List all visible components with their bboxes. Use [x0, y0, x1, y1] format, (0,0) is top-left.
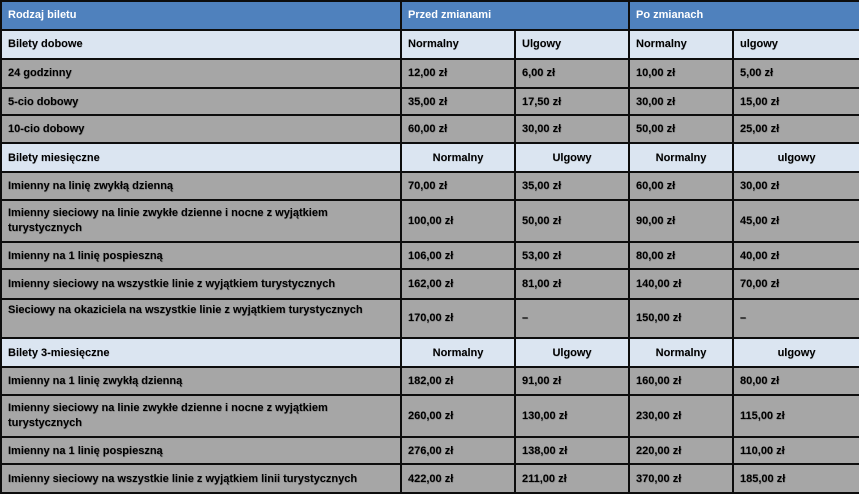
table-row — [1, 172, 859, 200]
price-normal-after: 140,00 zł — [629, 269, 733, 299]
section-header-row — [1, 143, 859, 173]
subheader-normal-after: Normalny — [629, 30, 733, 60]
ticket-name: 5-cio dobowy — [1, 88, 401, 116]
price-reduced-after: 80,00 zł — [733, 367, 859, 395]
price-normal-after: 150,00 zł — [629, 299, 733, 338]
price-reduced-before: 17,50 zł — [515, 88, 629, 116]
price-normal-before: 60,00 zł — [401, 115, 515, 143]
price-normal-after: 80,00 zł — [629, 242, 733, 270]
ticket-name: Imienny sieciowy na wszystkie linie z wyjątkiem linii turystycznych — [1, 464, 401, 493]
table-row — [1, 200, 859, 242]
price-reduced-after: 115,00 zł — [733, 395, 859, 437]
price-reduced-after: 110,00 zł — [733, 437, 859, 465]
table-row — [1, 395, 859, 437]
table-row — [1, 367, 859, 395]
header-before-changes: Przed zmianami — [401, 1, 629, 30]
price-normal-after: 160,00 zł — [629, 367, 733, 395]
price-reduced-before: 138,00 zł — [515, 437, 629, 465]
price-reduced-after: 40,00 zł — [733, 242, 859, 270]
subheader-normal-before: Normalny — [401, 30, 515, 60]
price-normal-after: 220,00 zł — [629, 437, 733, 465]
price-normal-after: 30,00 zł — [629, 88, 733, 116]
table-header-row — [1, 1, 859, 30]
section-header-row — [1, 338, 859, 368]
price-reduced-after: 15,00 zł — [733, 88, 859, 116]
price-normal-before: 162,00 zł — [401, 269, 515, 299]
section-label: Bilety 3-miesięczne — [1, 338, 401, 368]
price-reduced-before: 211,00 zł — [515, 464, 629, 493]
price-normal-before: 35,00 zł — [401, 88, 515, 116]
price-normal-after: 10,00 zł — [629, 59, 733, 88]
subheader-normal-before: Normalny — [401, 143, 515, 173]
price-reduced-before: 6,00 zł — [515, 59, 629, 88]
ticket-name: 10-cio dobowy — [1, 115, 401, 143]
price-normal-before: 12,00 zł — [401, 59, 515, 88]
subheader-reduced-after: ulgowy — [733, 143, 859, 173]
table-row — [1, 59, 859, 88]
price-reduced-before: 91,00 zł — [515, 367, 629, 395]
price-reduced-after: 5,00 zł — [733, 59, 859, 88]
table-row — [1, 464, 859, 493]
header-after-changes: Po zmianach — [629, 1, 859, 30]
subheader-reduced-after: ulgowy — [733, 338, 859, 368]
ticket-name: Sieciowy na okaziciela na wszystkie linie z wyjątkiem turystycznych — [1, 299, 401, 338]
price-reduced-after: 25,00 zł — [733, 115, 859, 143]
price-normal-after: 60,00 zł — [629, 172, 733, 200]
ticket-name: 24 godzinny — [1, 59, 401, 88]
subheader-reduced-before: Ulgowy — [515, 338, 629, 368]
table-row — [1, 242, 859, 270]
section-label: Bilety miesięczne — [1, 143, 401, 173]
price-reduced-before: 35,00 zł — [515, 172, 629, 200]
price-normal-before: 70,00 zł — [401, 172, 515, 200]
subheader-normal-after: Normalny — [629, 338, 733, 368]
price-normal-before: 106,00 zł — [401, 242, 515, 270]
ticket-name: Imienny sieciowy na wszystkie linie z wyjątkiem turystycznych — [1, 269, 401, 299]
subheader-normal-before: Normalny — [401, 338, 515, 368]
price-reduced-before: 130,00 zł — [515, 395, 629, 437]
price-reduced-before: 30,00 zł — [515, 115, 629, 143]
section-label: Bilety dobowe — [1, 30, 401, 60]
price-reduced-after: 185,00 zł — [733, 464, 859, 493]
price-reduced-after: 70,00 zł — [733, 269, 859, 299]
table-row — [1, 437, 859, 465]
price-reduced-before: 50,00 zł — [515, 200, 629, 242]
price-normal-before: 276,00 zł — [401, 437, 515, 465]
price-normal-after: 50,00 zł — [629, 115, 733, 143]
price-normal-after: 90,00 zł — [629, 200, 733, 242]
table-row — [1, 88, 859, 116]
price-reduced-after: 30,00 zł — [733, 172, 859, 200]
price-reduced-before: 81,00 zł — [515, 269, 629, 299]
ticket-name: Imienny na linię zwykłą dzienną — [1, 172, 401, 200]
subheader-normal-after: Normalny — [629, 143, 733, 173]
subheader-reduced-before: Ulgowy — [515, 30, 629, 60]
price-normal-before: 422,00 zł — [401, 464, 515, 493]
table-row — [1, 115, 859, 143]
table-row — [1, 269, 859, 299]
ticket-name: Imienny na 1 linię pospieszną — [1, 437, 401, 465]
ticket-name: Imienny sieciowy na linie zwykłe dzienne i nocne z wyjątkiem turystycznych — [1, 395, 401, 437]
price-normal-before: 260,00 zł — [401, 395, 515, 437]
table-row — [1, 299, 859, 338]
section-header-row — [1, 30, 859, 60]
subheader-reduced-before: Ulgowy — [515, 143, 629, 173]
price-normal-before: 182,00 zł — [401, 367, 515, 395]
ticket-name: Imienny na 1 linię pospieszną — [1, 242, 401, 270]
price-reduced-after: 45,00 zł — [733, 200, 859, 242]
price-reduced-after: – — [733, 299, 859, 338]
price-normal-after: 230,00 zł — [629, 395, 733, 437]
price-normal-before: 170,00 zł — [401, 299, 515, 338]
header-ticket-type: Rodzaj biletu — [1, 1, 401, 30]
price-normal-after: 370,00 zł — [629, 464, 733, 493]
ticket-name: Imienny sieciowy na linie zwykłe dzienne i nocne z wyjątkiem turystycznych — [1, 200, 401, 242]
price-reduced-before: 53,00 zł — [515, 242, 629, 270]
price-reduced-before: – — [515, 299, 629, 338]
price-normal-before: 100,00 zł — [401, 200, 515, 242]
subheader-reduced-after: ulgowy — [733, 30, 859, 60]
ticket-name: Imienny na 1 linię zwykłą dzienną — [1, 367, 401, 395]
